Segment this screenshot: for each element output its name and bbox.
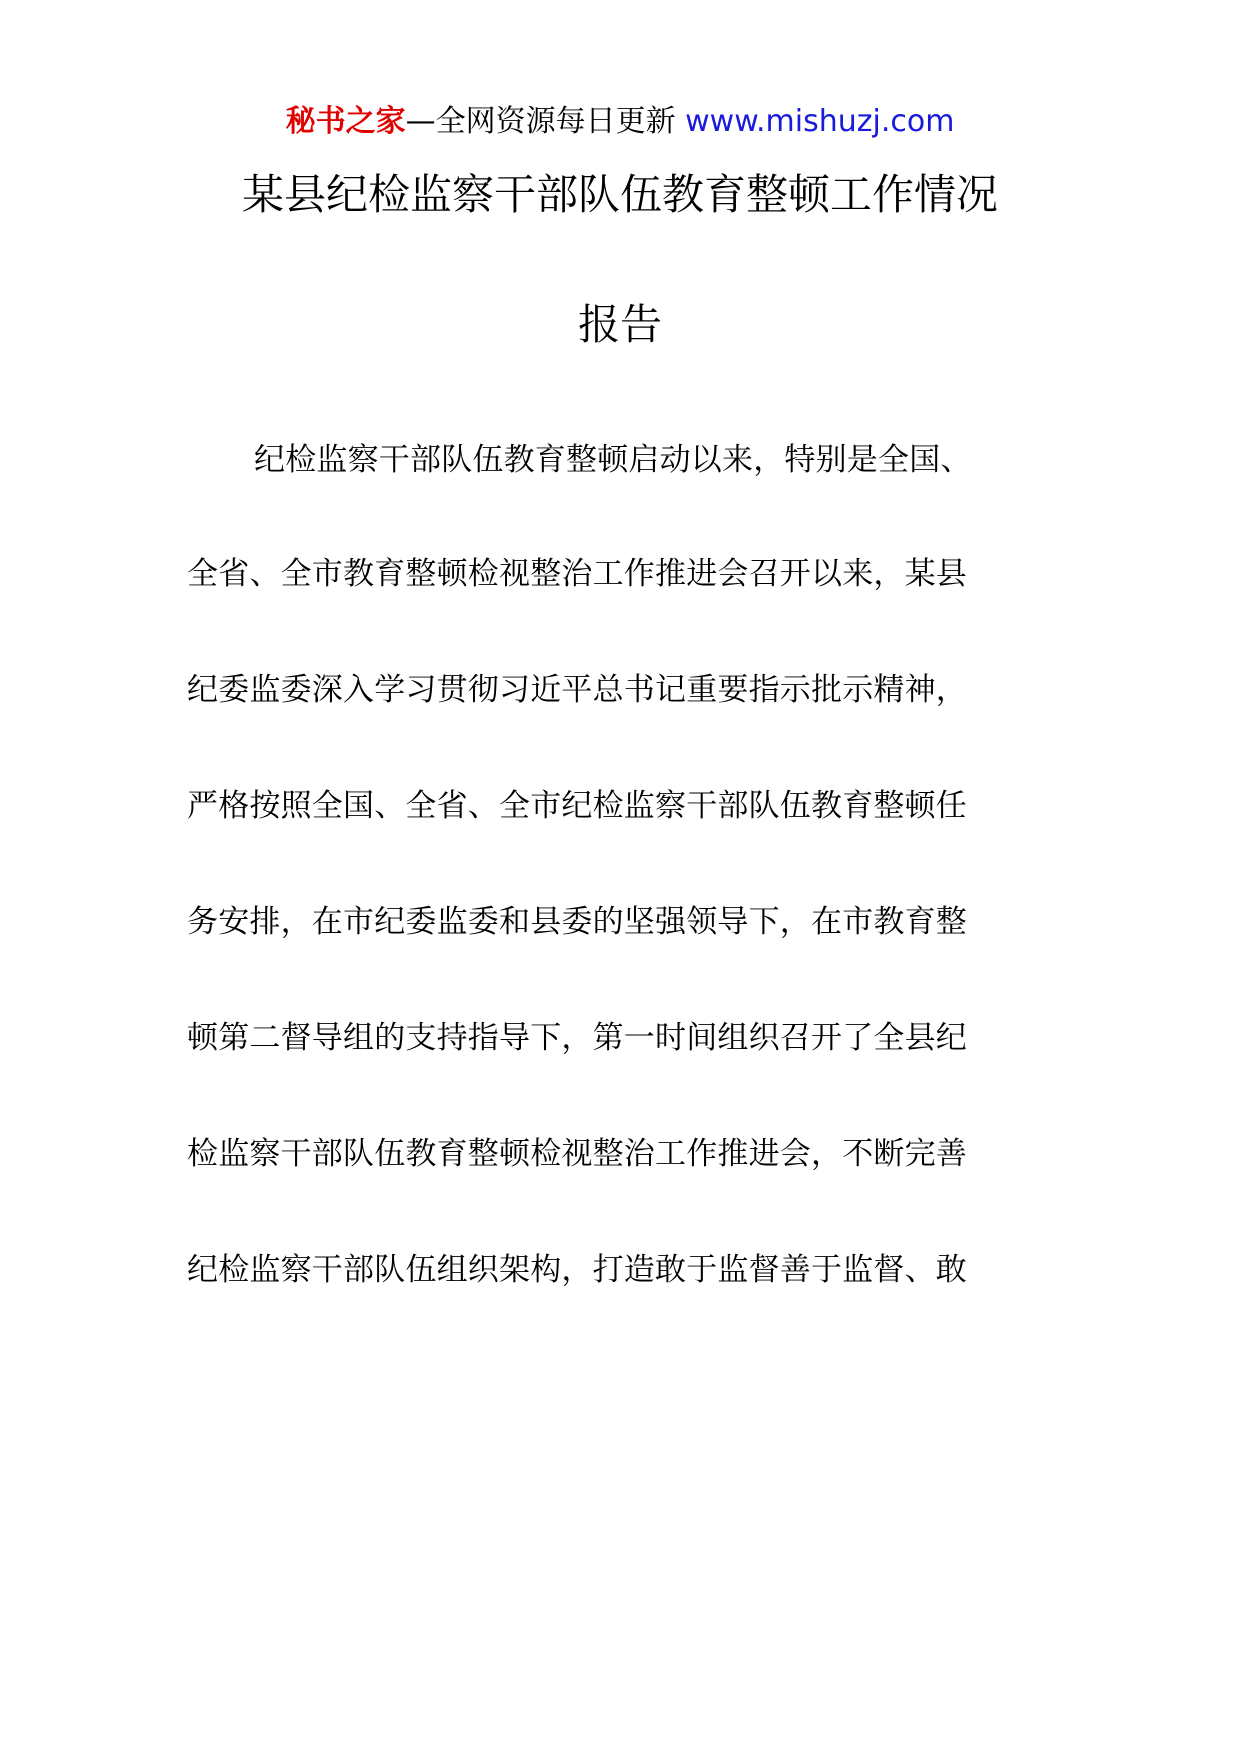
body-paragraph-line: 纪检监察干部队伍组织架构，打造敢于监督善于监督、敢 [187, 1252, 967, 1288]
body-paragraph-line: 全省、全市教育整顿检视整治工作推进会召开以来，某县 [187, 556, 967, 592]
body-paragraph-line: 顿第二督导组的支持指导下，第一时间组织召开了全县纪 [187, 1020, 967, 1056]
site-brand: 秘书之家 [285, 104, 406, 139]
site-url-link[interactable]: www.mishuzj.com [685, 104, 955, 139]
document-title-line-2: 报告 [577, 300, 662, 349]
body-paragraph-line: 纪检监察干部队伍教育整顿启动以来，特别是全国、 [254, 442, 972, 478]
site-tagline: —全网资源每日更新 [405, 104, 676, 139]
body-paragraph-line: 纪委监委深入学习贯彻习近平总书记重要指示批示精神， [187, 672, 967, 708]
site-header-banner [0, 100, 1240, 144]
body-paragraph-line: 务安排，在市纪委监委和县委的坚强领导下，在市教育整 [187, 904, 967, 940]
body-paragraph-line: 严格按照全国、全省、全市纪检监察干部队伍教育整顿任 [187, 788, 967, 824]
body-paragraph-line: 检监察干部队伍教育整顿检视整治工作推进会，不断完善 [187, 1136, 967, 1172]
document-title-line-1: 某县纪检监察干部队伍教育整顿工作情况 [241, 170, 998, 219]
